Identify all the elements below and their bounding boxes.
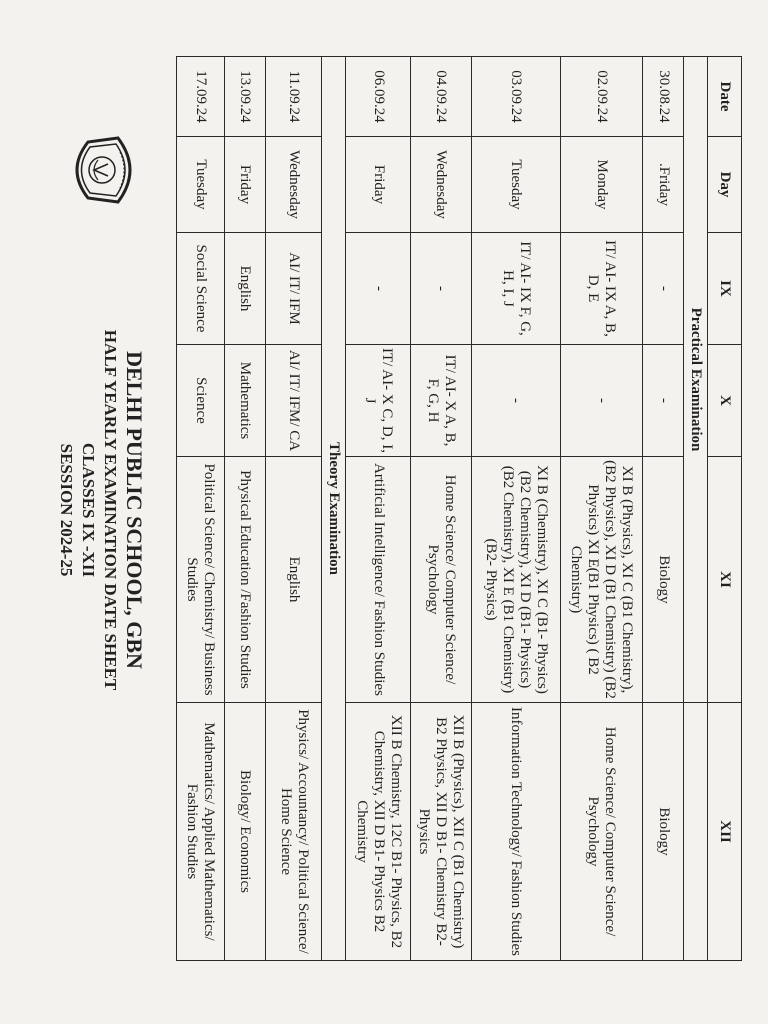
class-ix-cell: - <box>346 233 411 345</box>
section-row <box>684 57 708 961</box>
day-cell: Tuesday <box>177 137 225 233</box>
date-cell: 04.09.24 <box>411 57 472 137</box>
class-xii-cell: XII B (Physics), XII C (B1 Chemistry) B2 Physics, XII D B1- Chemistry B2- Physics <box>411 703 472 961</box>
column-header: Date <box>708 57 742 137</box>
class-xi-cell: Political Science/ Chemistry/ Business Studies <box>177 457 225 703</box>
class-xi-cell: Home Science/ Computer Science/ Psychology <box>411 457 472 703</box>
date-cell: 13.09.24 <box>224 57 265 137</box>
class-x-cell: - <box>643 345 684 457</box>
classes-label: CLASSES IX -XII <box>79 442 98 578</box>
class-x-cell: Science <box>177 345 225 457</box>
date-cell: 06.09.24 <box>346 57 411 137</box>
day-cell: Monday <box>560 137 642 233</box>
column-header: XI <box>708 457 742 703</box>
column-header: XII <box>708 703 742 961</box>
table-row <box>643 57 684 961</box>
class-xi-cell: English <box>265 457 321 703</box>
date-cell: 02.09.24 <box>560 57 642 137</box>
class-x-cell: IT/ AI- X C, D, I, J <box>346 345 411 457</box>
header-row <box>708 57 742 961</box>
table-row <box>224 57 265 961</box>
class-xii-cell: Information Technology/ Fashion Studies <box>471 703 560 961</box>
day-cell: Friday <box>346 137 411 233</box>
table-row <box>471 57 560 961</box>
column-header: IX <box>708 233 742 345</box>
table-row <box>411 57 472 961</box>
day-cell: Wednesday <box>411 137 472 233</box>
school-emblem-icon <box>68 130 138 210</box>
class-ix-cell: - <box>643 233 684 345</box>
table-row <box>560 57 642 961</box>
document-title: HALF YEARLY EXAMINATION DATE SHEET <box>101 329 120 691</box>
class-ix-cell: AI/ IT/ IFM <box>265 233 321 345</box>
class-ix-cell: IT/ AI- IX A, B, D, E <box>560 233 642 345</box>
document-header <box>55 230 148 790</box>
date-cell: 11.09.24 <box>265 57 321 137</box>
class-xi-cell: Artificial Intelligence/ Fashion Studies <box>346 457 411 703</box>
class-ix-cell: English <box>224 233 265 345</box>
date-cell: 03.09.24 <box>471 57 560 137</box>
table-row <box>265 57 321 961</box>
date-cell: 17.09.24 <box>177 57 225 137</box>
table-row <box>177 57 225 961</box>
class-xi-cell: Biology <box>643 457 684 703</box>
class-xii-cell: Physics/ Accountancy/ Political Science/ Home Science <box>265 703 321 961</box>
class-ix-cell: - <box>411 233 472 345</box>
class-x-cell: IT/ AI- X A, B, F, G, H <box>411 345 472 457</box>
class-xii-cell: XII B Chemistry, 12C B1- Physics, B2 Chemistry, XII D B1- Physics B2 Chemistry <box>346 703 411 961</box>
class-xii-cell: Biology <box>643 703 684 961</box>
class-xi-cell: XI B (Chemistry), XI C (B1- Physics) (B2 Chemistry), XI D (B1- Physics) (B2 Chemistry), XI E (B1 Chemistry) (B2- Physics) <box>471 457 560 703</box>
class-ix-cell: Social Science <box>177 233 225 345</box>
day-cell: Tuesday <box>471 137 560 233</box>
class-x-cell: - <box>471 345 560 457</box>
day-cell: Wednesday <box>265 137 321 233</box>
class-ix-cell: IT/ AI- IX F, G, H, I, J <box>471 233 560 345</box>
class-xi-cell: Physical Education /Fashion Studies <box>224 457 265 703</box>
class-x-cell: Mathematics <box>224 345 265 457</box>
day-cell: .Friday <box>643 137 684 233</box>
empty-cell <box>684 703 708 961</box>
column-header: Day <box>708 137 742 233</box>
class-x-cell: AI/ IT/ IFM/ CA <box>265 345 321 457</box>
school-name: DELHI PUBLIC SCHOOL, GBN <box>122 351 147 669</box>
class-xii-cell: Home Science/ Computer Science/ Psychology <box>560 703 642 961</box>
class-x-cell: - <box>560 345 642 457</box>
class-xi-cell: XI B (Physics), XI C (B1 Chemistry), (B2 Physics), XI D (B1 Chemistry) (B2 Physics) XI E(B1 Physics) ( B2 Chemistry) <box>560 457 642 703</box>
date-cell: 30.08.24 <box>643 57 684 137</box>
day-cell: Friday <box>224 137 265 233</box>
class-xii-cell: Mathematics/ Applied Mathematics/ Fashion Studies <box>177 703 225 961</box>
session-label: SESSION 2024-25 <box>57 443 76 577</box>
date-sheet-table <box>176 56 742 961</box>
section-row <box>322 57 346 961</box>
class-xii-cell: Biology/ Economics <box>224 703 265 961</box>
section-label: Practical Examination <box>684 57 708 703</box>
section-label: Theory Examination <box>322 57 346 961</box>
table-row <box>346 57 411 961</box>
column-header: X <box>708 345 742 457</box>
